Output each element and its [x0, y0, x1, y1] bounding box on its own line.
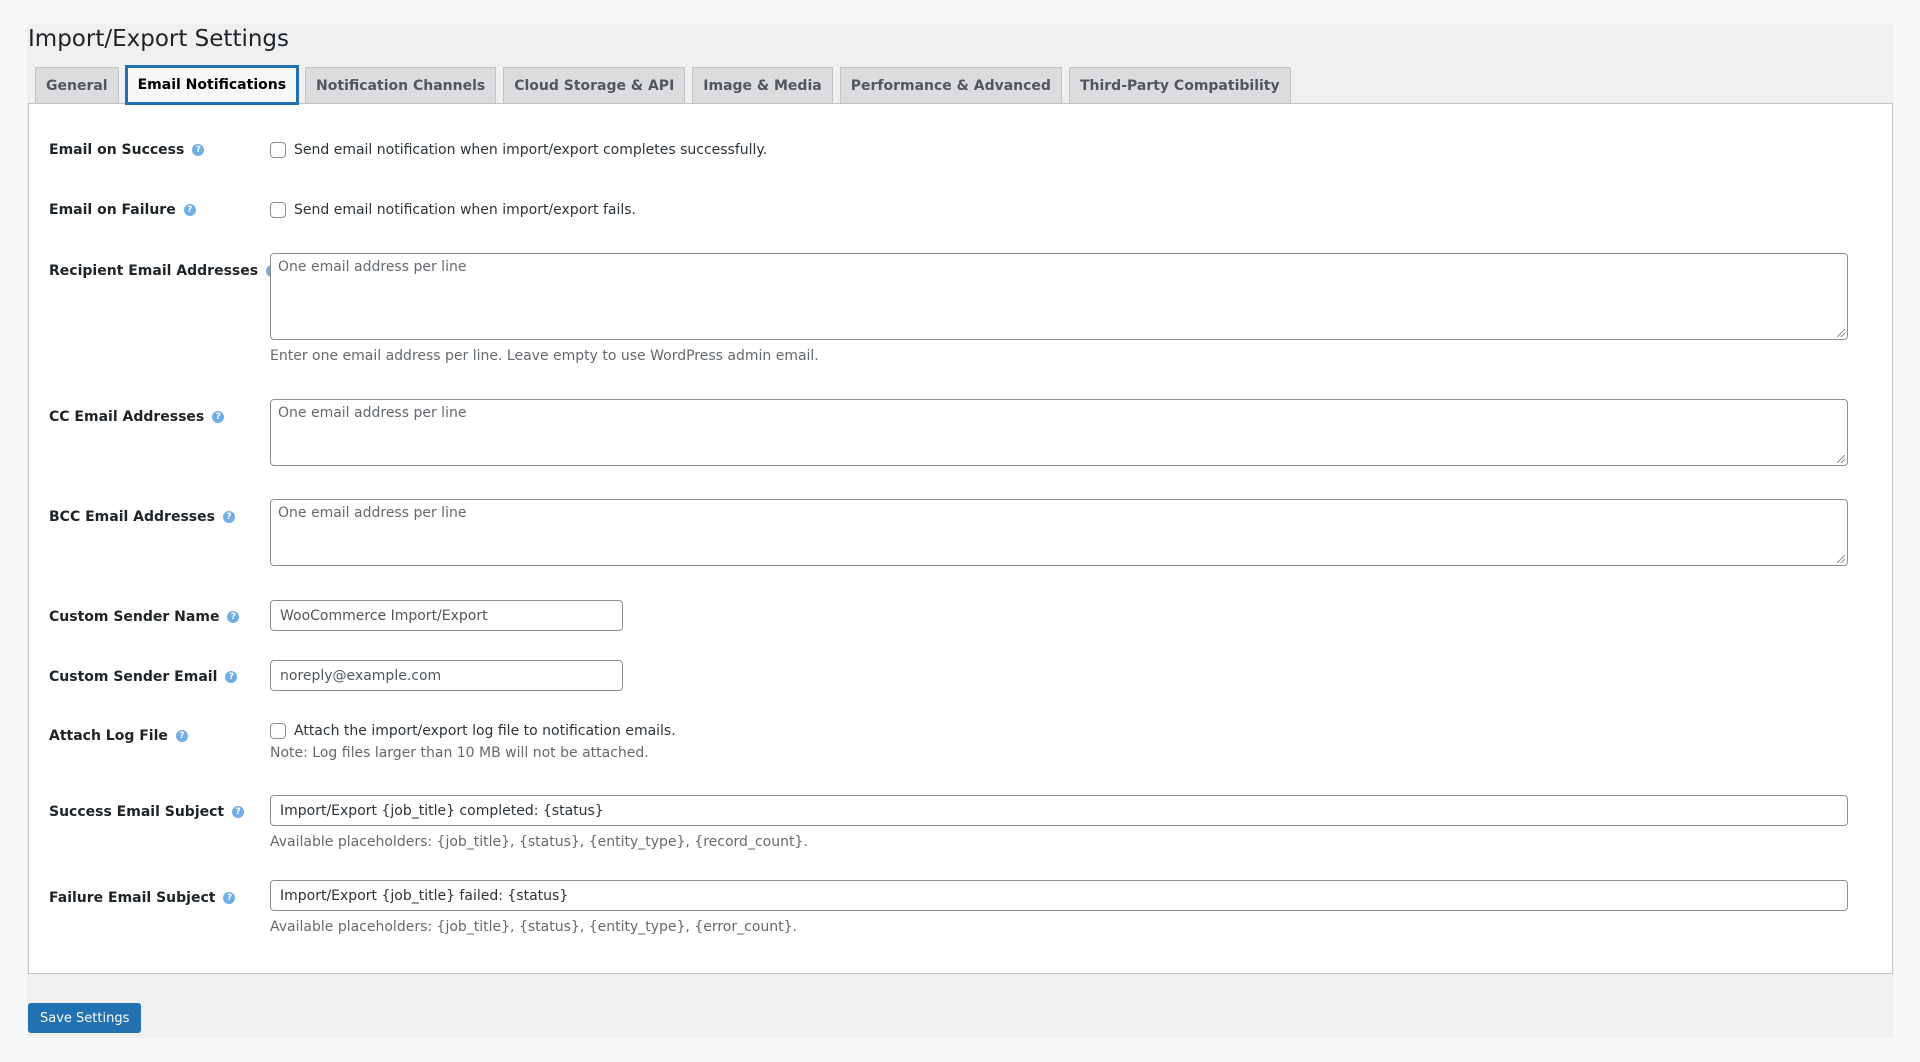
help-icon[interactable]: ?: [192, 144, 204, 156]
recipients-description: Enter one email address per line. Leave empty to use WordPress admin email.: [270, 348, 819, 364]
tab-email-notifications[interactable]: Email Notifications: [126, 66, 298, 104]
label-attach-log: [49, 728, 188, 744]
attach-log-note: Note: Log files larger than 10 MB will not be attached.: [270, 745, 649, 761]
tab-image-media[interactable]: Image & Media: [692, 67, 832, 103]
email-on-success-text: Send email notification when import/export completes successfully.: [294, 142, 768, 158]
success-subject-input[interactable]: Import/Export {job_title} completed: {status}: [270, 795, 1848, 826]
label-sender-email: [49, 669, 237, 685]
label-text: Email on Failure: [49, 202, 176, 218]
checkbox-line: [270, 723, 676, 739]
bcc-textarea[interactable]: One email address per line: [270, 499, 1848, 566]
help-icon[interactable]: ?: [176, 730, 188, 742]
label-recipients: [49, 263, 278, 279]
field-sender-email: [270, 660, 623, 691]
attach-log-checkbox[interactable]: [270, 723, 286, 739]
help-icon[interactable]: ?: [227, 611, 239, 623]
tab-third-party-compatibility[interactable]: Third-Party Compatibility: [1069, 67, 1291, 103]
help-icon[interactable]: ?: [232, 806, 244, 818]
label-email-on-success: [49, 142, 204, 158]
help-icon[interactable]: ?: [225, 671, 237, 683]
help-icon[interactable]: ?: [223, 892, 235, 904]
label-text: BCC Email Addresses: [49, 509, 215, 525]
field-email-on-failure: [270, 202, 636, 218]
label-email-on-failure: [49, 202, 196, 218]
help-icon[interactable]: ?: [184, 204, 196, 216]
label-text: Failure Email Subject: [49, 890, 216, 906]
checkbox-line: [270, 202, 636, 218]
label-text: Custom Sender Email: [49, 669, 218, 685]
settings-wrap: [27, 24, 1893, 1038]
attach-log-text: Attach the import/export log file to notification emails.: [294, 723, 676, 739]
field-attach-log: [270, 723, 676, 761]
help-icon[interactable]: ?: [212, 411, 224, 423]
label-cc: [49, 409, 224, 425]
help-icon[interactable]: ?: [223, 511, 235, 523]
field-success-subject: [270, 795, 1848, 850]
settings-panel: [28, 103, 1893, 974]
label-text: Custom Sender Name: [49, 609, 220, 625]
field-cc: [270, 399, 1848, 466]
label-text: Attach Log File: [49, 728, 168, 744]
label-text: CC Email Addresses: [49, 409, 205, 425]
recipients-textarea[interactable]: One email address per line: [270, 253, 1848, 340]
success-subject-description: Available placeholders: {job_title}, {status}, {entity_type}, {record_count}.: [270, 834, 808, 850]
field-recipients: [270, 253, 1848, 364]
tab-cloud-storage-api[interactable]: Cloud Storage & API: [503, 67, 685, 103]
cc-textarea[interactable]: One email address per line: [270, 399, 1848, 466]
failure-subject-description: Available placeholders: {job_title}, {status}, {entity_type}, {error_count}.: [270, 919, 797, 935]
label-sender-name: [49, 609, 239, 625]
label-text: Email on Success: [49, 142, 185, 158]
label-failure-subject: [49, 890, 235, 906]
tab-notification-channels[interactable]: Notification Channels: [305, 67, 496, 103]
sender-name-input[interactable]: WooCommerce Import/Export: [270, 600, 623, 631]
failure-subject-input[interactable]: Import/Export {job_title} failed: {status}: [270, 880, 1848, 911]
field-email-on-success: [270, 142, 767, 158]
label-text: Success Email Subject: [49, 804, 225, 820]
label-bcc: [49, 509, 235, 525]
save-settings-button[interactable]: Save Settings: [28, 1003, 141, 1033]
email-on-success-checkbox[interactable]: [270, 142, 286, 158]
field-sender-name: [270, 600, 623, 631]
tab-performance-advanced[interactable]: Performance & Advanced: [840, 67, 1062, 103]
settings-tabs: [35, 67, 1291, 104]
checkbox-line: [270, 142, 767, 158]
sender-email-input[interactable]: noreply@example.com: [270, 660, 623, 691]
label-success-subject: [49, 804, 244, 820]
email-on-failure-checkbox[interactable]: [270, 202, 286, 218]
field-failure-subject: [270, 880, 1848, 935]
tab-general[interactable]: General: [35, 67, 119, 103]
email-on-failure-text: Send email notification when import/export fails.: [294, 202, 636, 218]
field-bcc: [270, 499, 1848, 566]
page-title: Import/Export Settings: [28, 26, 290, 52]
label-text: Recipient Email Addresses: [49, 263, 259, 279]
